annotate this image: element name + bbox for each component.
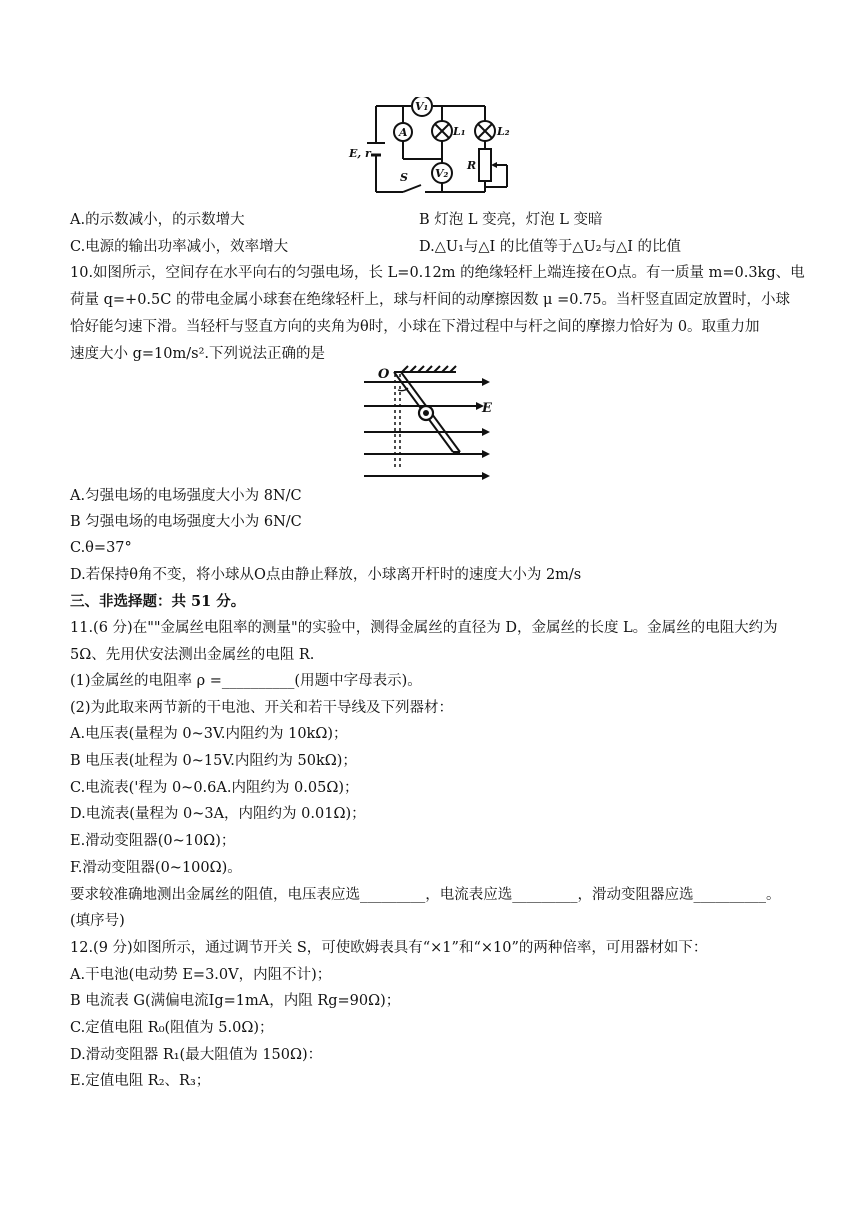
q10-stem-line-2: 荷量 q=+0.5C 的带电金属小球套在绝缘轻杆上，球与杆间的动摩擦因数 μ =0.75。当杆竖直固定放置时，小球 [70,292,791,308]
q11-item-b: B 电压表(址程为 0~15V.内阻约为 50kΩ)； [70,753,357,769]
q10-stem-line-3: 恰好能匀速下滑。当轻杆与竖直方向的夹角为θ时，小球在下滑过程中与杆之间的摩擦力恰好为 0。取重力加 [70,319,760,335]
q12-item-d: D.滑动变阻器 R₁(最大阻值为 150Ω)： [70,1047,323,1063]
q10-option-b: B 匀强电场的电场强度大小为 6N/C [70,514,302,530]
q12-item-b: B 电流表 G(满偏电流Ⅰg=1mA，内阻 Rg=90Ω)； [70,993,401,1009]
q9-option-d: D.△U₁与△I 的比值等于△U₂与△I 的比值 [419,239,682,255]
q12-item-a: A.干电池(电动势 E=3.0V，内阻不计)； [70,967,332,983]
battery-label: E, r [349,147,371,160]
rod-field-diagram-q10 [358,364,500,482]
q9-option-c: C.电源的输出功率减小，效率增大 [70,239,289,255]
q12-item-e: E.定值电阻 R₂、R₃； [70,1073,211,1089]
q11-item-e: E.滑动变阻器(0~10Ω)； [70,833,236,849]
rheostat-label: R [467,159,477,172]
ammeter-label: A [399,126,408,139]
v2-label: V₂ [435,167,449,180]
q11-part-1: (1)金属丝的电阻率 ρ =__________(用题中字母表示)。 [70,673,422,689]
q10-stem-line-4: 速度大小 g=10m/s².下列说法正确的是 [70,346,325,362]
q9-options-row-2 [70,236,800,258]
q9-options-row-1 [70,209,800,231]
circuit-diagram-q9 [345,97,520,200]
q11-item-a: A.电压表(量程为 0~3V.内阻约为 10kΩ)； [70,726,348,742]
q10-option-c: C.θ=37° [70,540,132,556]
q11-stem-line-2: 5Ω、先用伏安法测出金属丝的电阻 R. [70,647,315,663]
switch-label: S [400,171,408,184]
q11-stem-line-1: 11.(6 分)在""金属丝电阻率的测量"的实验中，测得金属丝的直径为 D，金属丝的长度 L。金属丝的电阻大约为 [70,620,778,636]
q10-stem-line-1: 10.如图所示，空间存在水平向右的匀强电场，长 L=0.12m 的绝缘轻杆上端连接在O点。有一质量 m=0.3kg、电 [70,265,805,281]
q11-requirement: 要求较准确地测出金属丝的阻值，电压表应选_________，电流表应选_________，滑动变阻器应选__________。 [70,887,781,903]
field-e-label: E [482,401,492,416]
q11-item-f: F.滑动变阻器(0~100Ω)。 [70,860,242,876]
q11-part-2: (2)为此取来两节新的干电池、开关和若干导线及下列器材： [70,700,454,716]
l2-label: L₂ [497,125,510,138]
section-heading: 三、非选择题：共 51 分。 [70,593,246,610]
q11-item-d: D.电流表(量程为 0~3A，内阻约为 0.01Ω)； [70,806,366,822]
point-o-label: O [378,367,390,382]
l1-label: L₁ [453,125,466,138]
q12-item-c: C.定值电阻 R₀(阻值为 5.0Ω)； [70,1020,274,1036]
q10-option-d: D.若保持θ角不变，将小球从O点由静止释放，小球离开杆时的速度大小为 2m/s [70,567,582,583]
q11-item-c: C.电流表('程为 0~0.6A.内阻约为 0.05Ω)； [70,780,359,796]
q11-fill-note: (填序号) [70,913,125,929]
v1-label: V₁ [415,100,429,113]
q10-option-a: A.匀强电场的电场强度大小为 8N/C [70,488,302,504]
q9-option-a: A.的示数减小，的示数增大 [70,212,245,228]
q12-stem: 12.(9 分)如图所示，通过调节开关 S，可使欧姆表具有“×1”和“×10”的两种倍率，可用器材如下： [70,940,708,956]
q9-option-b: B 灯泡 L 变亮，灯泡 L 变暗 [419,212,603,228]
